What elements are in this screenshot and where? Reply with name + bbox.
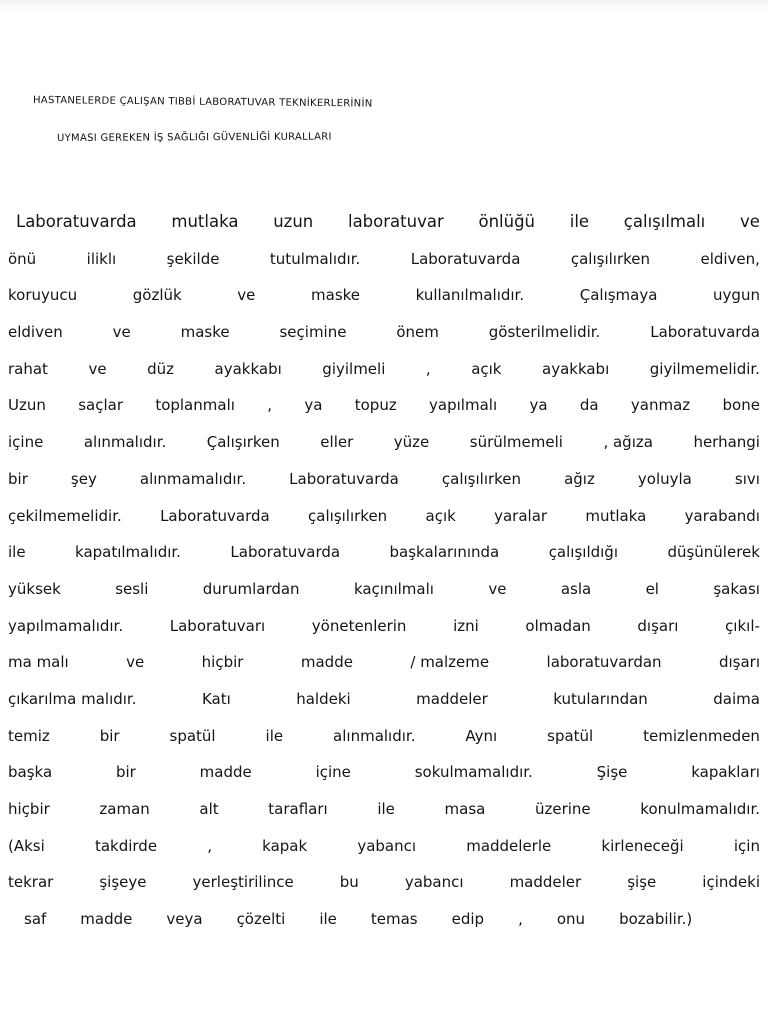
word: yabancı: [357, 836, 417, 855]
text-line: [8, 241, 760, 278]
text-line: [8, 387, 760, 424]
word: da: [579, 396, 599, 415]
word: temas: [370, 910, 418, 929]
word: alınmalıdır.: [83, 433, 167, 452]
word: ile: [319, 910, 337, 929]
word: ile: [8, 543, 26, 562]
word: Laboratuvarda: [410, 249, 521, 268]
word: bozabilir.): [619, 910, 693, 929]
word: yapılmamalıdır.: [8, 616, 124, 635]
word: içindeki: [702, 873, 760, 892]
text-line: [8, 314, 760, 351]
word: bir: [8, 469, 28, 488]
word: daima: [713, 689, 760, 708]
word: Laboratuvarda: [16, 212, 137, 231]
word: çıkıl-: [725, 616, 760, 635]
word: spatül: [547, 726, 594, 745]
word: kutularından: [553, 689, 648, 708]
word: kapatılmalıdır.: [75, 543, 181, 562]
word: asla: [560, 579, 592, 598]
word: başkalarınında: [389, 543, 500, 562]
word: ,: [207, 836, 212, 855]
word: alt: [199, 800, 219, 818]
word: sokulmamalıdır.: [414, 763, 533, 782]
word: edip: [451, 910, 485, 929]
word: maddelerle: [466, 836, 552, 855]
word: iliklı: [86, 249, 117, 268]
word: giyilmeli: [322, 359, 386, 378]
word: giyilmemelidir.: [649, 359, 760, 378]
word: alınmalıdır.: [333, 726, 416, 745]
word: sürülmemeli: [469, 433, 563, 452]
word: tarafları: [268, 800, 328, 818]
word: saçlar: [78, 396, 123, 415]
word: çalışıldığı: [548, 543, 618, 562]
word: içine: [8, 433, 44, 452]
word: temiz: [8, 726, 50, 745]
text-line: [8, 681, 760, 718]
word: el: [645, 579, 659, 598]
word: Katı: [201, 689, 231, 708]
word: madde: [300, 653, 353, 672]
text-line: [8, 204, 760, 241]
word: yanmaz: [630, 396, 691, 415]
word: çalışılırken: [570, 249, 651, 268]
word: ma malı: [8, 653, 69, 672]
text-line: [8, 901, 760, 938]
word: temizlenmeden: [643, 726, 760, 745]
word: eldiven,: [700, 249, 760, 268]
word: yabancı: [404, 873, 464, 892]
handwritten-body: [8, 204, 760, 938]
word: seçimine: [279, 323, 347, 342]
word: maddeler: [416, 689, 488, 708]
word: hiçbir: [8, 800, 50, 818]
word: ya: [304, 396, 323, 415]
word: yarabandı: [684, 506, 760, 525]
word: yaralar: [494, 506, 548, 525]
word: Çalışırken: [206, 433, 280, 452]
word: Aynı: [465, 726, 498, 745]
word: şişeye: [99, 873, 147, 892]
word: başka: [8, 763, 53, 782]
word: uygun: [713, 286, 760, 305]
word: gösterilmelidir.: [488, 323, 601, 342]
word: koruyucu: [8, 286, 78, 305]
word: çalışılmalı: [623, 212, 706, 231]
word: mutlaka: [585, 506, 647, 525]
word: ,: [267, 396, 273, 415]
text-line: [8, 608, 760, 645]
text-line: [8, 571, 760, 608]
word: yüksek: [8, 579, 61, 598]
word: ile: [377, 800, 395, 818]
word: dışarı: [637, 616, 679, 635]
word: gözlük: [132, 286, 182, 305]
text-line: [8, 718, 760, 755]
word: bir: [115, 763, 136, 782]
word: , ağıza: [603, 433, 653, 452]
word: ve: [237, 286, 256, 305]
word: Şişe: [596, 763, 628, 782]
word: rahat: [8, 359, 48, 378]
word: laboratuvar: [347, 212, 444, 231]
word: düz: [147, 359, 174, 378]
word: ağız: [564, 469, 595, 488]
word: sesli: [115, 579, 149, 598]
word: bir: [99, 726, 120, 745]
word: için: [733, 836, 760, 855]
text-line: [8, 644, 760, 681]
word: tekrar: [8, 873, 54, 892]
word: durumlardan: [202, 579, 300, 598]
word: Uzun: [8, 396, 46, 415]
word: masa: [444, 800, 486, 818]
word: şakası: [713, 579, 760, 598]
word: bone: [722, 396, 760, 415]
text-line: [8, 828, 760, 865]
word: eller: [320, 433, 354, 452]
word: Laboratuvarda: [160, 506, 270, 525]
word: zaman: [99, 800, 150, 818]
word: çalışılırken: [308, 506, 388, 525]
word: olmadan: [525, 616, 591, 635]
word: tutulmalıdır.: [269, 249, 361, 268]
word: açık: [425, 506, 456, 525]
word: ayakkabı: [542, 359, 610, 378]
word: içine: [315, 763, 351, 782]
word: madde: [199, 763, 252, 782]
word: çekilmemelidir.: [8, 506, 122, 525]
word: Laboratuvarda: [650, 323, 760, 342]
word: kullanılmalıdır.: [415, 286, 525, 305]
word: kapak: [262, 836, 308, 855]
word: şekilde: [166, 249, 220, 268]
word: laboratuvardan: [546, 653, 662, 672]
word: Çalışmaya: [579, 286, 658, 305]
word: konulmamalıdır.: [640, 800, 760, 818]
word: bu: [339, 873, 359, 892]
text-line: [8, 791, 760, 828]
word: uzun: [273, 212, 314, 231]
word: şişe: [627, 873, 657, 892]
word: ya: [529, 396, 548, 415]
word: önü: [8, 249, 37, 268]
word: yoluyla: [637, 469, 692, 488]
word: ,: [518, 910, 523, 929]
word: yüze: [393, 433, 430, 452]
word: izni: [453, 616, 479, 635]
word: yönetenlerin: [311, 616, 407, 635]
word: yerleştirilince: [192, 873, 294, 892]
word: takdirde: [94, 836, 158, 855]
word: onu: [556, 910, 586, 929]
text-line: [8, 277, 760, 314]
word: herhangi: [693, 433, 760, 452]
text-line: [8, 534, 760, 571]
text-line: [8, 864, 760, 901]
word: ayakkabı: [214, 359, 282, 378]
word: çalışılırken: [441, 469, 522, 488]
word: kirleneceği: [601, 836, 684, 855]
word: yapılmalı: [429, 396, 498, 415]
text-line: [8, 754, 760, 791]
word: topuz: [354, 396, 397, 415]
word: madde: [80, 910, 133, 929]
word: ile: [569, 212, 590, 231]
word: eldiven: [8, 323, 63, 342]
word: hiçbir: [201, 653, 244, 672]
text-line: [8, 498, 760, 535]
word: maske: [311, 286, 361, 305]
word: alınmamalıdır.: [139, 469, 247, 488]
word: ile: [265, 726, 284, 745]
word: ve: [488, 579, 507, 598]
word: ve: [112, 323, 131, 342]
word: üzerine: [534, 800, 591, 818]
word: çözelti: [236, 910, 286, 929]
word: açık: [471, 359, 502, 378]
page-edge-shadow: [0, 0, 768, 12]
word: sıvı: [734, 469, 760, 488]
word: ve: [88, 359, 107, 378]
word: çıkarılma malıdır.: [8, 689, 137, 708]
text-line: [8, 351, 760, 388]
word: mutlaka: [171, 212, 239, 231]
text-line: [8, 424, 760, 461]
word: maske: [180, 323, 230, 342]
word: düşünülerek: [667, 543, 760, 562]
word: saf: [24, 910, 47, 929]
word: ve: [126, 653, 145, 672]
title-line-1: HASTANELERDE ÇALIŞAN TIBBİ LABORATUVAR TEKNİKERLERİNİN: [32, 95, 373, 110]
word: ve: [740, 212, 760, 231]
word: kapakları: [691, 763, 760, 782]
word: dışarı: [718, 653, 760, 672]
word: haldeki: [296, 689, 351, 708]
word: şey: [70, 469, 97, 488]
word: önem: [396, 323, 439, 342]
title-line-2: UYMASI GEREKEN İŞ SAĞLIĞI GÜVENLİĞİ KURALLARI: [56, 131, 332, 144]
word: Laboratuvarı: [169, 616, 266, 635]
word: (Aksi: [8, 836, 45, 855]
word: önlüğü: [478, 212, 535, 231]
text-line: [8, 461, 760, 498]
word: / malzeme: [410, 653, 490, 672]
word: veya: [166, 910, 203, 929]
word: kaçınılmalı: [353, 579, 434, 598]
word: Laboratuvarda: [289, 469, 399, 488]
word: Laboratuvarda: [230, 543, 341, 562]
document-title: [0, 82, 768, 158]
word: maddeler: [509, 873, 582, 892]
word: toplanmalı: [155, 396, 235, 415]
word: spatül: [169, 726, 216, 745]
word: ,: [425, 359, 431, 378]
